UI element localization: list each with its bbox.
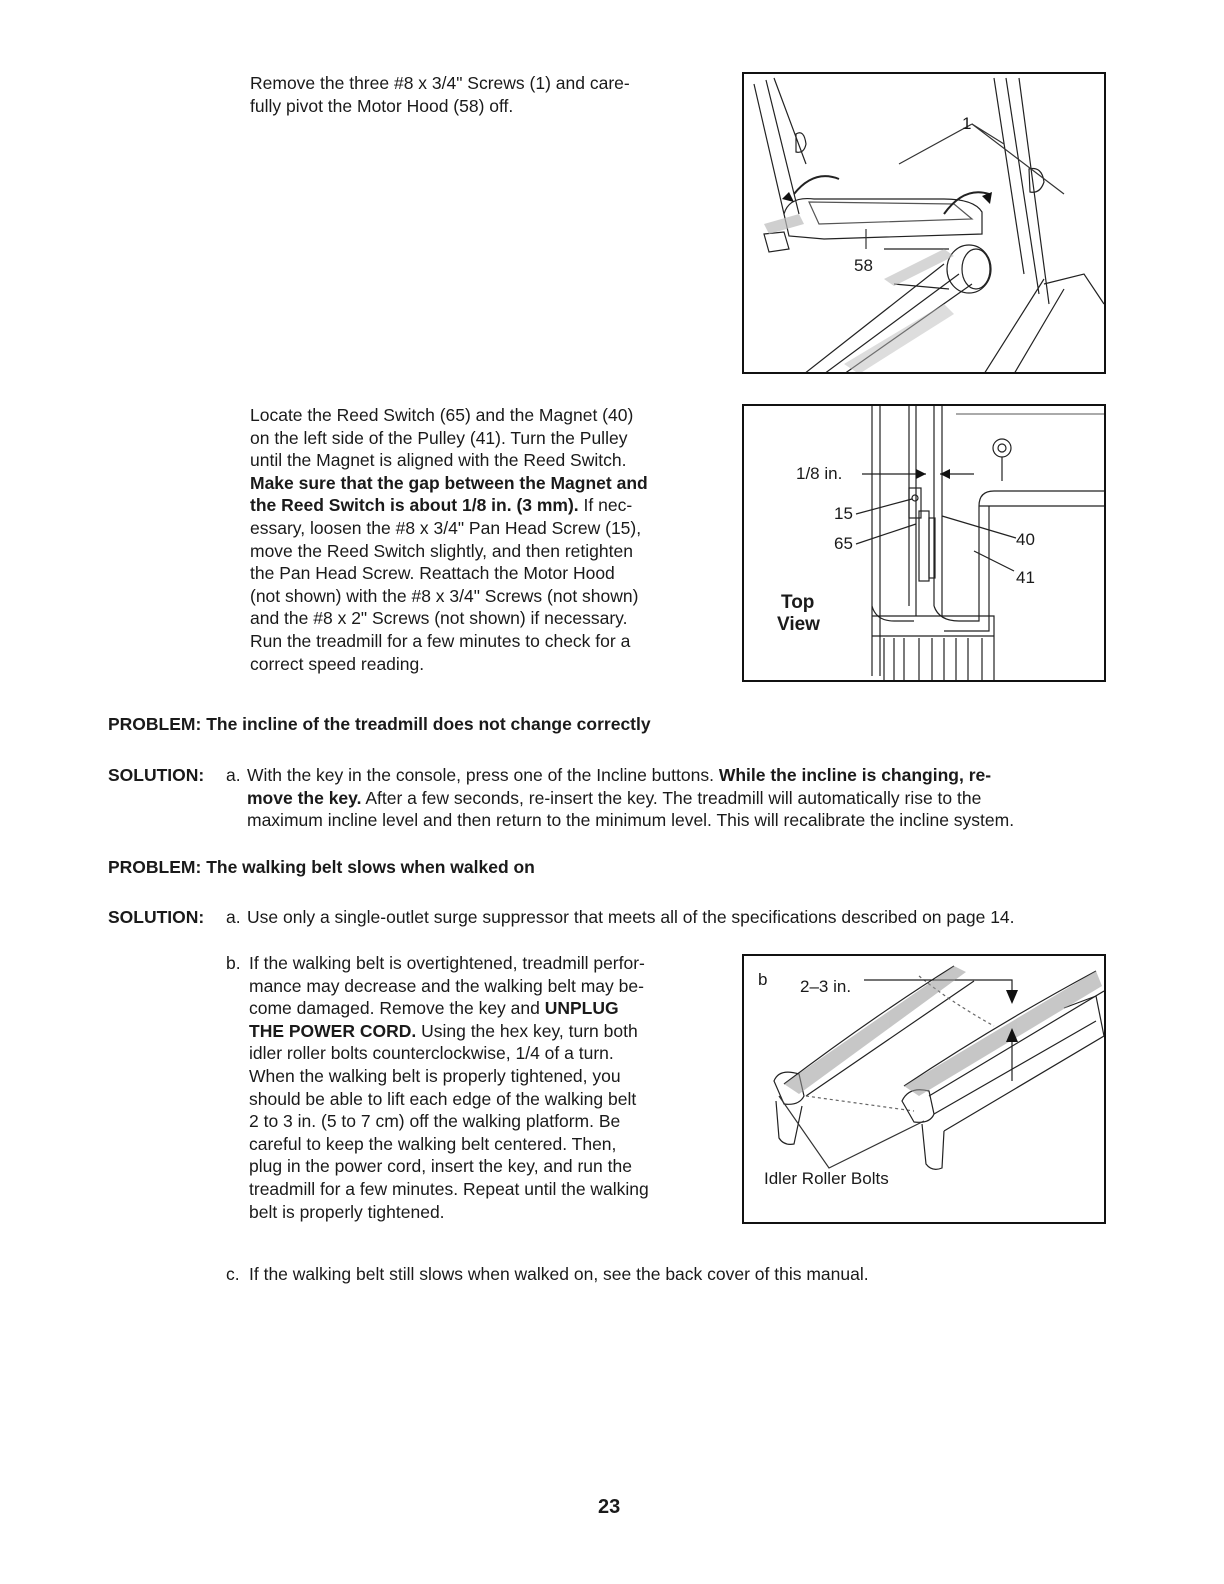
step-b-line: idler roller bolts counterclockwise, 1/4 of a turn. (249, 1043, 614, 1064)
reed-step-line: Locate the Reed Switch (65) and the Magnet (40) (250, 405, 634, 425)
step-b-bold: THE POWER CORD. (249, 1020, 417, 1041)
solution-bold: While the incline is changing, re- (718, 765, 992, 785)
label-b: b (758, 970, 768, 989)
solution-line (247, 764, 1107, 787)
reed-step-text (250, 404, 720, 675)
step-b-line: careful to keep the walking belt centered. Then, (249, 1133, 617, 1154)
reed-step-line (250, 494, 720, 517)
problem-text: The incline of the treadmill does not change correctly (206, 714, 651, 734)
step-b-line: plug in the power cord, insert the key, and run the (249, 1156, 632, 1177)
reed-step-line: Run the treadmill for a few minutes to check for a (250, 630, 631, 651)
reed-step-line: move the Reed Switch slightly, and then retighten (250, 540, 633, 561)
step-b-text (249, 952, 719, 1223)
step-b-span: Using the hex key, turn both (416, 1020, 638, 1041)
solution-marker: a. (226, 907, 241, 927)
solution-text-span: After a few seconds, re-insert the key. The treadmill will automatically rise to the (361, 787, 982, 808)
label-top: Top (781, 592, 815, 613)
label-screw-15: 15 (834, 504, 853, 523)
motor-hood-figure (742, 72, 1106, 374)
step-c-marker: c. (226, 1264, 240, 1284)
step-b-line (249, 997, 719, 1020)
step-b-line (249, 1020, 719, 1043)
solution-tag: SOLUTION: (108, 907, 205, 927)
motor-hood-drawing (744, 74, 1106, 374)
label-reed-65: 65 (834, 534, 853, 553)
solution-tag-row (108, 764, 204, 787)
reed-switch-figure (742, 404, 1106, 682)
solution-2-text: Use only a single-outlet surge suppressor that meets all of the specifications described on page 14. (247, 907, 1015, 927)
label-view: View (777, 614, 820, 635)
step-b-line: If the walking belt is overtightened, treadmill perfor- (249, 953, 645, 973)
hood-step-line: fully pivot the Motor Hood (58) off. (250, 95, 514, 116)
reed-step-line: until the Magnet is aligned with the Reed Switch. (250, 450, 627, 471)
solution-text-span: With the key in the console, press one of the Incline buttons. (247, 765, 719, 785)
label-idler-bolts: Idler Roller Bolts (764, 1169, 889, 1188)
reed-step-line: essary, loosen the #8 x 3/4" Pan Head Screw (15), (250, 517, 642, 538)
solution-marker: a. (226, 765, 241, 785)
problem-tag: PROBLEM: (108, 714, 202, 734)
solution-line: maximum incline level and then return to the minimum level. This will recalibrate the incline system. (247, 810, 1015, 831)
solution-tag-row (108, 906, 204, 929)
label-gap: 1/8 in. (796, 464, 843, 483)
reed-step-line (250, 472, 720, 495)
solution-line (247, 787, 1107, 810)
step-b-marker: b. (226, 953, 241, 973)
problem-heading (108, 856, 535, 878)
hood-step-text (250, 72, 720, 117)
step-b-line: When the walking belt is properly tightened, you (249, 1065, 621, 1086)
step-b-line: 2 to 3 in. (5 to 7 cm) off the walking platform. Be (249, 1111, 621, 1132)
reed-warning-bold: the Reed Switch is about 1/8 in. (3 mm). (250, 495, 579, 516)
page-number: 23 (598, 1496, 621, 1518)
step-c-text: If the walking belt still slows when walked on, see the back cover of this manual. (249, 1264, 869, 1284)
problem-tag: PROBLEM: (108, 857, 202, 877)
step-b-line: treadmill for a few minutes. Repeat until the walking (249, 1178, 649, 1199)
step-b-bold: UNPLUG (544, 998, 619, 1019)
label-screw-1: 1 (962, 114, 972, 133)
solution-1-text (247, 764, 1107, 832)
reed-warning-bold: Make sure that the gap between the Magnet and (250, 472, 648, 493)
reed-step-line: (not shown) with the #8 x 3/4" Screws (not shown) (250, 585, 639, 606)
label-pulley-41: 41 (1016, 568, 1035, 587)
label-lift: 2–3 in. (800, 977, 852, 996)
step-b-span: come damaged. Remove the key and (249, 998, 545, 1019)
hood-step-line: Remove the three #8 x 3/4" Screws (1) and care- (250, 73, 630, 93)
step-b-line: should be able to lift each edge of the walking belt (249, 1088, 637, 1109)
reed-step-line: and the #8 x 2" Screws (not shown) if necessary. (250, 608, 628, 629)
reed-step-line: on the left side of the Pulley (41). Turn the Pulley (250, 427, 628, 448)
problem-text: The walking belt slows when walked on (206, 857, 535, 877)
belt-tension-figure (742, 954, 1106, 1224)
step-b-line: mance may decrease and the walking belt may be- (249, 975, 644, 996)
label-hood-58: 58 (854, 256, 873, 275)
reed-switch-drawing (744, 406, 1106, 682)
reed-step-line: correct speed reading. (250, 653, 425, 674)
solution-tag: SOLUTION: (108, 765, 205, 785)
reed-step-line: the Pan Head Screw. Reattach the Motor Hood (250, 563, 615, 584)
problem-heading (108, 713, 651, 735)
reed-step-text-span: If nec- (578, 495, 633, 516)
label-magnet-40: 40 (1016, 530, 1035, 549)
step-b-line: belt is properly tightened. (249, 1201, 445, 1222)
solution-bold: move the key. (247, 787, 362, 808)
